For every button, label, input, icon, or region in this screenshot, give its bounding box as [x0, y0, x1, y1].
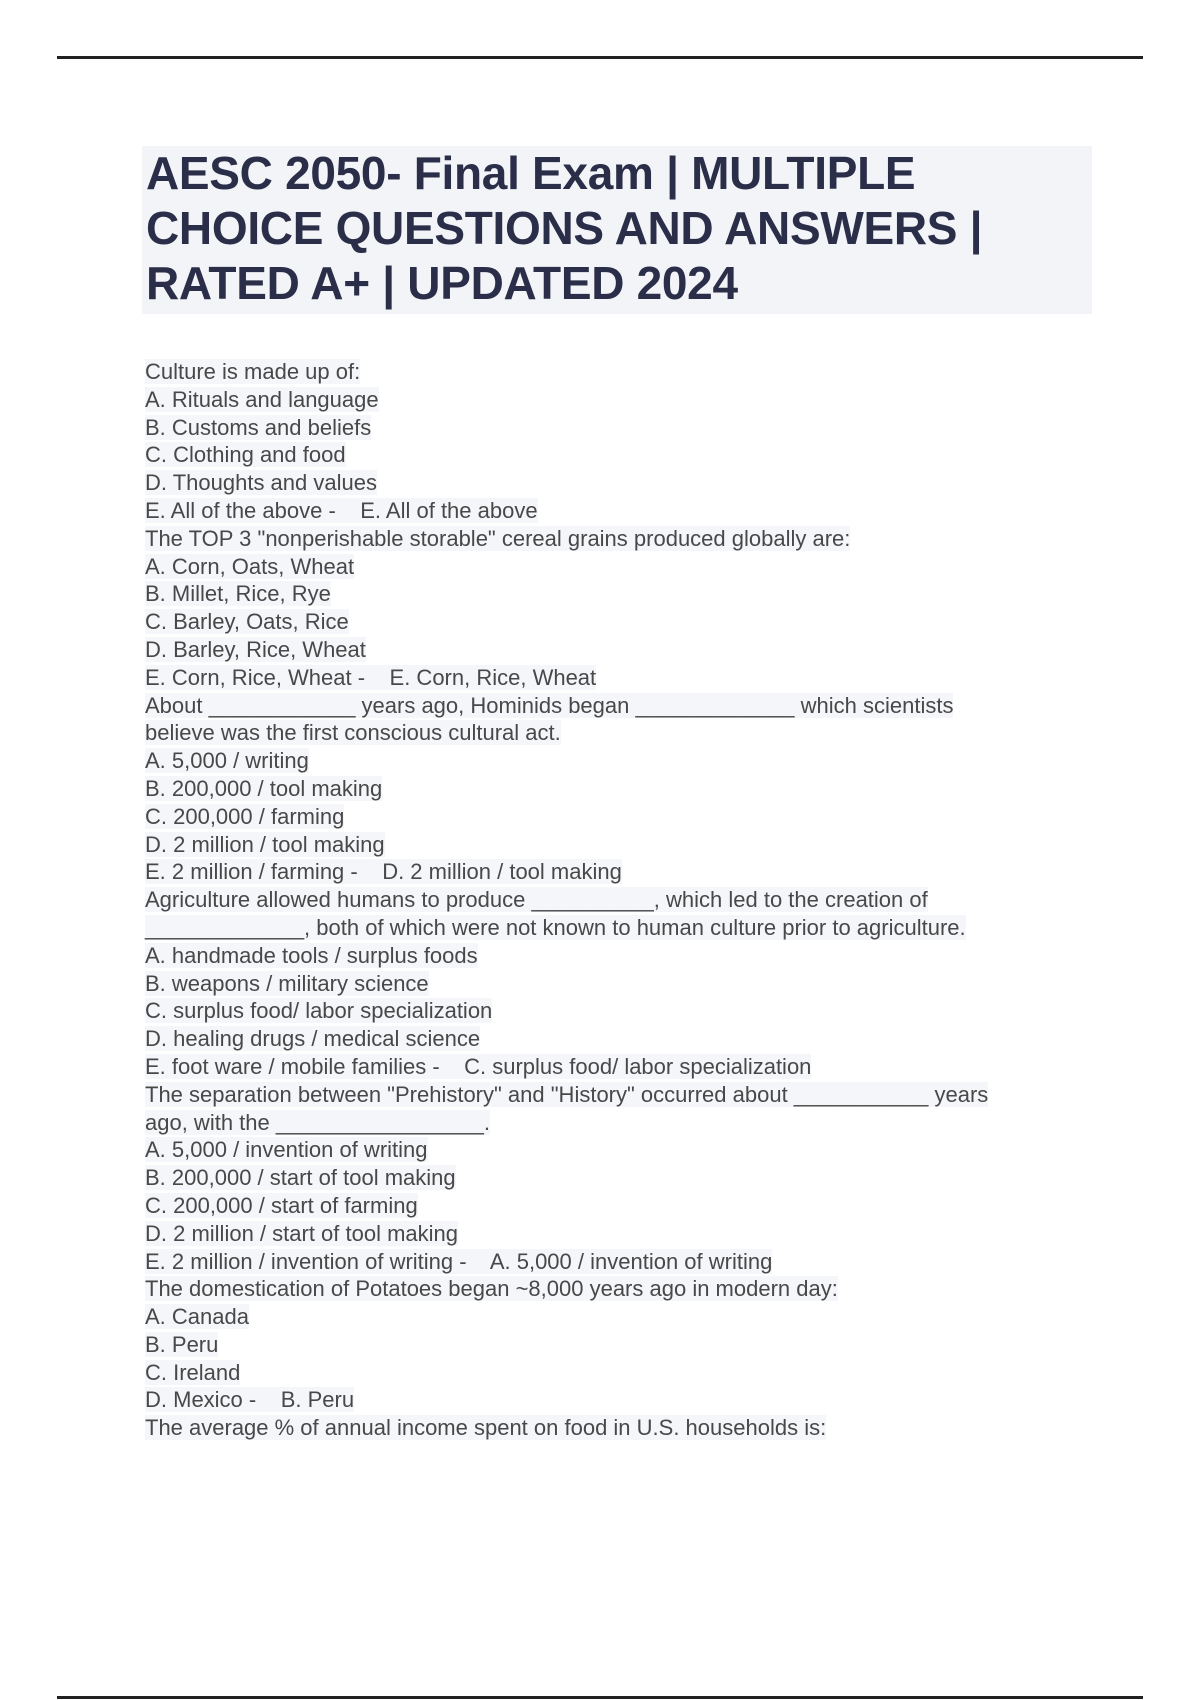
- option-a: A. Corn, Oats, Wheat: [145, 553, 355, 579]
- question-prompt: Culture is made up of:: [145, 359, 361, 384]
- question-prompt: The TOP 3 "nonperishable storable" cereal grains produced globally are:: [145, 525, 851, 551]
- question-prompt: About ____________ years ago, Hominids began _____________ which scientists: [145, 692, 954, 718]
- option-c: C. Ireland: [145, 1359, 241, 1385]
- option-c: C. Barley, Oats, Rice: [145, 609, 349, 635]
- option-last-with-answer: E. Corn, Rice, Wheat - E. Corn, Rice, Wheat: [145, 664, 597, 690]
- footer-rule: [57, 1696, 1143, 1699]
- answer: D. 2 million / tool making: [382, 859, 622, 885]
- header-rule: [57, 56, 1143, 59]
- option-last-with-answer: D. Mexico - B. Peru: [145, 1387, 355, 1413]
- option-c: C. 200,000 / farming: [145, 803, 345, 829]
- option-last-with-answer: E. foot ware / mobile families - C. surplus food/ labor specialization: [145, 1053, 812, 1079]
- option-c: C. Clothing and food: [145, 442, 346, 468]
- question-prompt: The separation between "Prehistory" and "History" occurred about ___________ years: [145, 1081, 989, 1107]
- option-b: B. weapons / military science: [145, 970, 429, 996]
- answer: A. 5,000 / invention of writing: [489, 1248, 773, 1274]
- question-prompt: The average % of annual income spent on food in U.S. households is:: [145, 1415, 827, 1441]
- question-1: [145, 358, 1105, 525]
- question-2: [145, 525, 1105, 692]
- answer: B. Peru: [280, 1387, 355, 1413]
- option-b: B. Peru: [145, 1331, 219, 1357]
- question-list: [145, 358, 1105, 1442]
- question-7: [145, 1414, 1105, 1442]
- option-last-with-answer: E. 2 million / invention of writing - A. 5,000 / invention of writing: [145, 1248, 773, 1274]
- question-4: [145, 886, 1105, 1081]
- question-prompt: The domestication of Potatoes began ~8,000 years ago in modern day:: [145, 1276, 838, 1302]
- question-6: [145, 1275, 1105, 1414]
- option-d: D. Barley, Rice, Wheat: [145, 636, 366, 662]
- question-3: [145, 692, 1105, 887]
- option-d: D. 2 million / start of tool making: [145, 1220, 459, 1246]
- option-c: C. surplus food/ labor specialization: [145, 998, 493, 1024]
- option-d: D. 2 million / tool making: [145, 831, 385, 857]
- option-d: D. Thoughts and values: [145, 470, 377, 496]
- answer: E. All of the above: [360, 497, 538, 523]
- option-a: A. handmade tools / surplus foods: [145, 942, 478, 968]
- option-a: A. Rituals and language: [145, 386, 379, 412]
- option-b: B. Customs and beliefs: [145, 414, 372, 440]
- option-c: C. 200,000 / start of farming: [145, 1192, 418, 1218]
- question-prompt-cont: _____________, both of which were not known to human culture prior to agriculture.: [145, 914, 966, 940]
- option-a: A. 5,000 / writing: [145, 748, 309, 774]
- document-title: AESC 2050- Final Exam | MULTIPLE CHOICE QUESTIONS AND ANSWERS | RATED A+ | UPDATED 2024: [146, 147, 983, 309]
- question-prompt-cont: ago, with the _________________.: [145, 1109, 490, 1135]
- answer: C. surplus food/ labor specialization: [464, 1053, 812, 1079]
- option-b: B. 200,000 / tool making: [145, 775, 383, 801]
- option-last-with-answer: E. All of the above - E. All of the above: [145, 497, 538, 523]
- question-prompt-cont: believe was the first conscious cultural act.: [145, 720, 561, 746]
- option-last-with-answer: E. 2 million / farming - D. 2 million / tool making: [145, 859, 622, 885]
- option-d: D. healing drugs / medical science: [145, 1026, 481, 1052]
- answer: E. Corn, Rice, Wheat: [389, 664, 597, 690]
- option-b: B. 200,000 / start of tool making: [145, 1165, 456, 1191]
- question-5: [145, 1081, 1105, 1276]
- option-b: B. Millet, Rice, Rye: [145, 581, 331, 607]
- option-a: A. Canada: [145, 1304, 249, 1330]
- option-a: A. 5,000 / invention of writing: [145, 1137, 428, 1163]
- question-prompt: Agriculture allowed humans to produce __________, which led to the creation of: [145, 887, 928, 913]
